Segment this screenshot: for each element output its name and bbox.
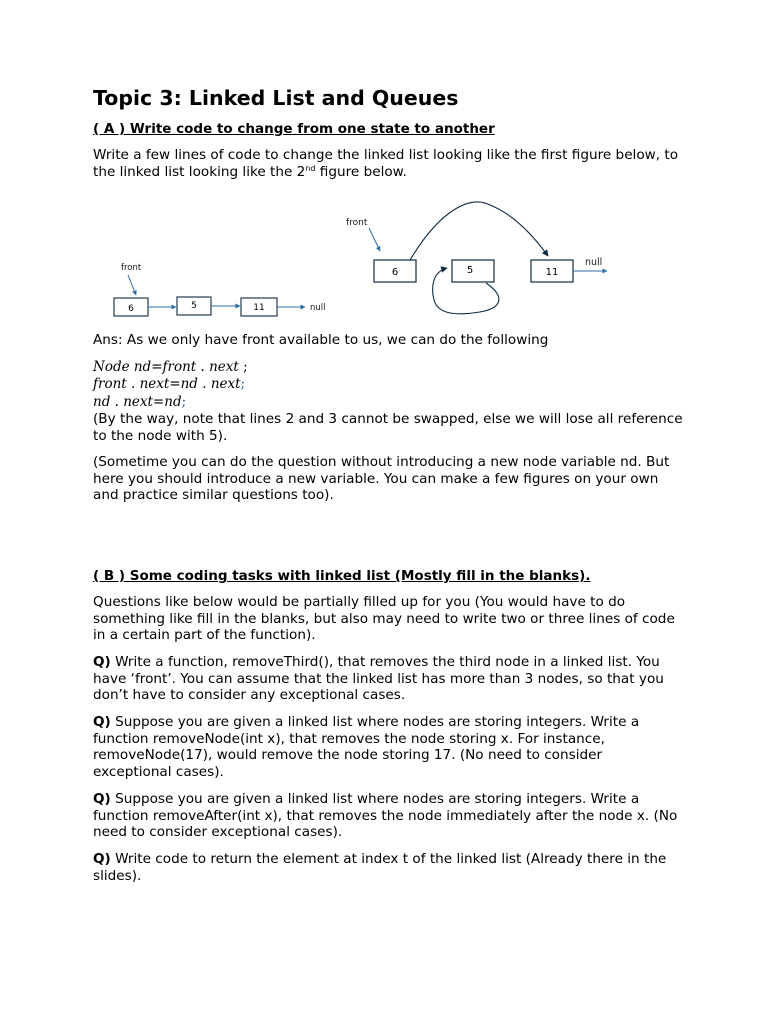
- code-line-3-text: nd . next=nd: [93, 394, 182, 410]
- question-1-label: Q): [93, 654, 111, 670]
- question-1: [93, 654, 683, 704]
- fig1-node-1-value: 6: [128, 304, 134, 314]
- code-line-3: [93, 394, 186, 411]
- question-3-text: Suppose you are given a linked list where nodes are storing integers. Write a function removeAfter(int x), that removes the node immediately after the node x. (No need to consider exceptional cases).: [93, 791, 678, 841]
- figure-1: [114, 263, 326, 316]
- linked-list-figures: [0, 0, 768, 330]
- fig2-skip-arrow: [410, 202, 548, 260]
- fig1-front-arrow: [128, 275, 136, 295]
- note-swap-lines: (By the way, note that lines 2 and 3 cannot be swapped, else we will lose all reference to the node with 5).: [93, 411, 683, 444]
- question-3: [93, 791, 683, 841]
- code-line-1-semicolon: ;: [238, 359, 248, 375]
- fig2-front-arrow: [369, 228, 380, 251]
- section-a-heading: ( A ) Write code to change from one state to another: [93, 121, 495, 137]
- fig1-null-label: null: [310, 303, 326, 313]
- question-3-label: Q): [93, 791, 111, 807]
- question-2-text: Suppose you are given a linked list where nodes are storing integers. Write a function removeNode(int x), that removes the node storing x. For instance, removeNode(17), would remove the node storing 17. (No need to consider exceptional cases).: [93, 714, 640, 780]
- answer-intro: Ans: As we only have front available to us, we can do the following: [93, 332, 549, 348]
- question-4-label: Q): [93, 851, 111, 867]
- fig2-node-1-value: 6: [391, 267, 399, 278]
- question-4: [93, 851, 683, 884]
- question-4-text: Write code to return the element at index t of the linked list (Already there in the slides).: [93, 851, 667, 884]
- note-new-variable: (Sometime you can do the question without introducing a new node variable nd. But here you should introduce a new variable. You can make a few figures on your own and practice similar questions too).: [93, 454, 670, 504]
- question-1-text: Write a function, removeThird(), that removes the third node in a linked list. You have ‘front’. You can assume that the linked list has more than 3 nodes, so that you don’t have to consider any exceptional cases.: [93, 654, 664, 704]
- code-line-2-semicolon: ;: [240, 376, 246, 392]
- question-2-label: Q): [93, 714, 111, 730]
- code-line-1: [93, 359, 248, 376]
- fig2-node-2-value: 5: [466, 265, 474, 276]
- figure-2: [346, 202, 607, 314]
- code-line-2-text: front . next=nd . next: [93, 376, 241, 392]
- fig1-front-label: front: [121, 263, 142, 273]
- fig1-node-2-value: 5: [191, 301, 197, 311]
- code-line-2: [93, 376, 245, 393]
- section-b-heading: ( B ) Some coding tasks with linked list (Mostly fill in the blanks).: [93, 568, 591, 584]
- page-title: Topic 3: Linked List and Queues: [93, 86, 459, 110]
- intro-superscript: nd: [305, 163, 316, 173]
- code-line-3-semicolon: ;: [181, 394, 187, 410]
- fig2-front-label: front: [346, 218, 368, 228]
- fig1-node-3-value: 11: [253, 303, 265, 313]
- section-b-intro: Questions like below would be partially filled up for you (You would have to do something like fill in the blanks, but also may need to write two or three lines of code in a certain part of the function).: [93, 594, 675, 644]
- intro-text: Write a few lines of code to change the linked list looking like the first figure below, to the linked list looking like the 2: [93, 147, 679, 180]
- intro-text-end: figure below.: [315, 163, 407, 180]
- question-2: [93, 714, 683, 780]
- fig2-null-label: null: [585, 257, 603, 268]
- code-line-1-text: Node nd=front . next: [93, 359, 239, 375]
- fig2-node-3-value: 11: [545, 267, 559, 278]
